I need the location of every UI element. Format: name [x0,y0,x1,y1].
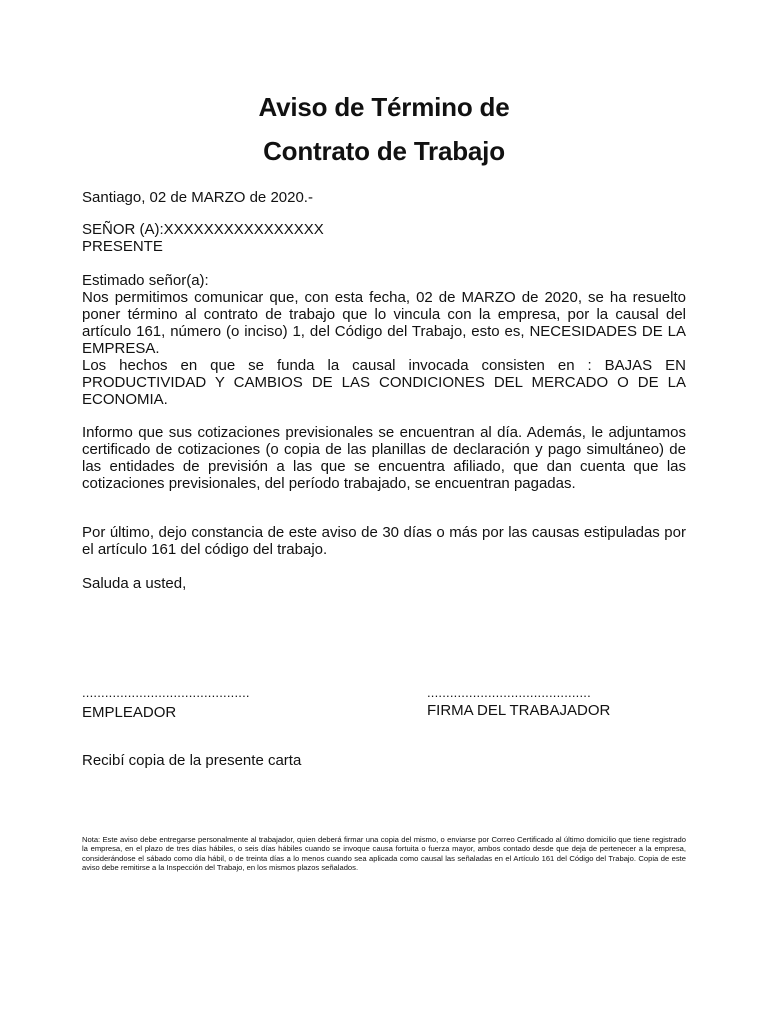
employer-signature-block [82,686,302,721]
salutation: Estimado señor(a): [82,272,209,289]
letter-date: Santiago, 02 de MARZO de 2020.- [82,189,313,206]
intro-paragraph: Nos permitimos comunicar que, con esta fecha, 02 de MARZO de 2020, se ha resuelto poner término al contrato de trabajo que lo vincula con la empresa, por la causal del artículo 161, número (o inciso) 1, del Código del Trabajo, esto es, NECESIDADES DE LA EMPRESA. [82,289,686,357]
employer-label: EMPLEADOR [82,704,177,721]
farewell: Saluda a usted, [82,575,187,592]
cotizaciones-paragraph: Informo que sus cotizaciones previsionales se encuentran al día. Además, le adjuntamos certificado de cotizaciones (o copia de las planillas de declaración y pago simultáneo) de las entidades de previsión a las que se encuentra afiliado, que dan cuenta que las cotizaciones previsionales, del período trabajado, se encuentran pagadas. [82,424,686,492]
closing-paragraph: Por último, dejo constancia de este aviso de 30 días o más por las causas estipuladas por el artículo 161 del código del trabajo. [82,524,686,558]
footnote: Nota: Este aviso debe entregarse personalmente al trabajador, quien deberá firmar una copia del mismo, o enviarse por Correo Certificado al último domicilio que tiene registrado la empresa, en el plazo de tres días hábiles, o seis días hábiles cuando se invoque causa fortuita o fuerza mayor, ambos contado desde que deja de pertenecer a la empresa, considerándose el sábado como día hábil, o de treinta días a lo menos cuando sea aplicada como causal las señaladas en el Artículo 161 del Código del Trabajo. Copia de este aviso debe remitirse a la Inspección del Trabajo, en los mismos plazos señalados. [82,835,686,872]
document-title-line-2: Contrato de Trabajo [263,136,505,166]
letter-page [82,0,686,1024]
hechos-paragraph: Los hechos en que se funda la causal invocada consisten en : BAJAS EN PRODUCTIVIDAD Y CAMBIOS DE LAS CONDICIONES DEL MERCADO O DE LA ECONOMIA. [82,357,686,408]
addressee-name: SEÑOR (A):XXXXXXXXXXXXXXXX [82,221,324,238]
employer-signature-line: ............................................ [82,686,250,700]
receipt-line: Recibí copia de la presente carta [82,752,302,769]
worker-signature-block [427,686,667,719]
addressee-block [82,221,686,255]
worker-signature-line: ........................................... [427,686,591,700]
worker-label: FIRMA DEL TRABAJADOR [427,702,611,719]
addressee-presente: PRESENTE [82,238,163,255]
document-title-line-1: Aviso de Término de [258,92,510,122]
